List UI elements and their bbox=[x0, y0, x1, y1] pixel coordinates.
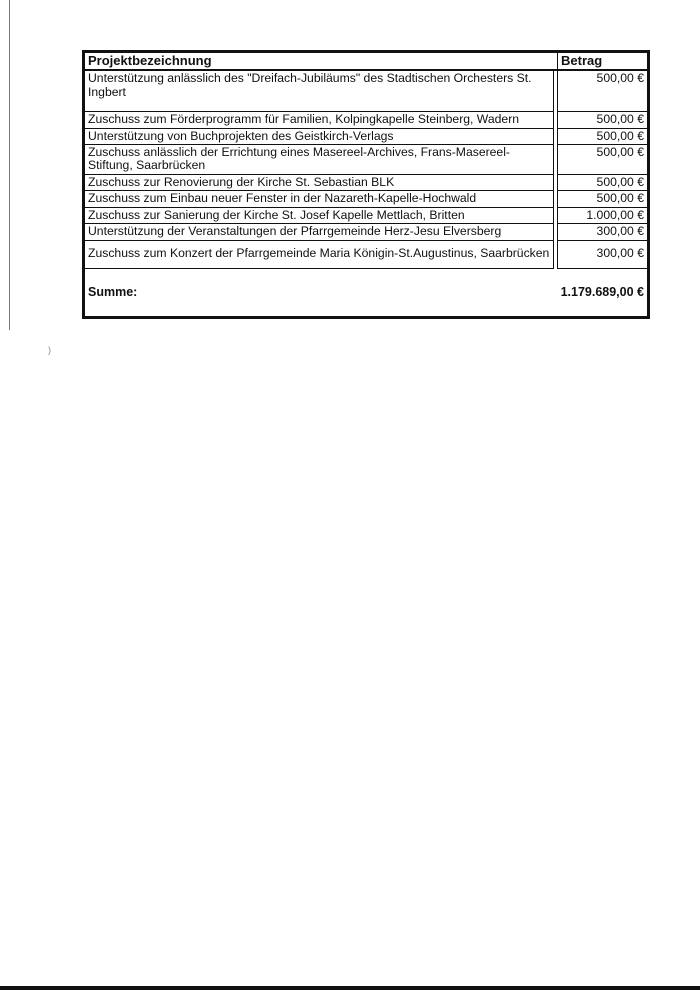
table-row bbox=[84, 112, 649, 128]
header-project-description: Projektbezeichnung bbox=[84, 52, 554, 71]
row-description: Zuschuss zum Konzert der Pfarrgemeinde Maria Königin-St.Augustinus, Saarbrücken bbox=[84, 240, 554, 268]
table-row bbox=[84, 144, 649, 174]
funding-table-container bbox=[82, 50, 647, 319]
row-amount: 500,00 € bbox=[558, 128, 649, 144]
table-row bbox=[84, 174, 649, 190]
row-description: Zuschuss zur Sanierung der Kirche St. Josef Kapelle Mettlach, Britten bbox=[84, 207, 554, 223]
row-description: Unterstützung der Veranstaltungen der Pfarrgemeinde Herz-Jesu Elversberg bbox=[84, 224, 554, 240]
row-description: Unterstützung von Buchprojekten des Geistkirch-Verlags bbox=[84, 128, 554, 144]
table-row bbox=[84, 224, 649, 240]
table-row bbox=[84, 191, 649, 207]
page-edge-line bbox=[9, 0, 10, 330]
row-description: Zuschuss zum Förderprogramm für Familien, Kolpingkapelle Steinberg, Wadern bbox=[84, 112, 554, 128]
row-amount: 300,00 € bbox=[558, 224, 649, 240]
row-description: Zuschuss zur Renovierung der Kirche St. Sebastian BLK bbox=[84, 174, 554, 190]
scan-mark: ) bbox=[48, 345, 51, 355]
row-amount: 500,00 € bbox=[558, 174, 649, 190]
header-amount: Betrag bbox=[558, 52, 649, 71]
table-row bbox=[84, 128, 649, 144]
row-amount: 500,00 € bbox=[558, 144, 649, 174]
row-description: Unterstützung anlässlich des "Dreifach-Jubiläums" des Stadtischen Orchesters St. Ingbert bbox=[84, 70, 554, 111]
table-row bbox=[84, 70, 649, 111]
row-amount: 500,00 € bbox=[558, 112, 649, 128]
sum-amount: 1.179.689,00 € bbox=[558, 268, 649, 317]
row-amount: 500,00 € bbox=[558, 70, 649, 111]
sum-row bbox=[84, 268, 649, 317]
row-description: Zuschuss anlässlich der Errichtung eines Masereel-Archives, Frans-Masereel-Stiftung, Saarbrücken bbox=[84, 144, 554, 174]
table-row bbox=[84, 240, 649, 268]
row-amount: 1.000,00 € bbox=[558, 207, 649, 223]
row-description: Zuschuss zum Einbau neuer Fenster in der Nazareth-Kapelle-Hochwald bbox=[84, 191, 554, 207]
funding-table bbox=[82, 50, 650, 319]
row-amount: 500,00 € bbox=[558, 191, 649, 207]
sum-label: Summe: bbox=[84, 268, 554, 317]
scan-bottom-edge bbox=[0, 986, 700, 990]
table-header-row bbox=[84, 52, 649, 71]
table-row bbox=[84, 207, 649, 223]
row-amount: 300,00 € bbox=[558, 240, 649, 268]
